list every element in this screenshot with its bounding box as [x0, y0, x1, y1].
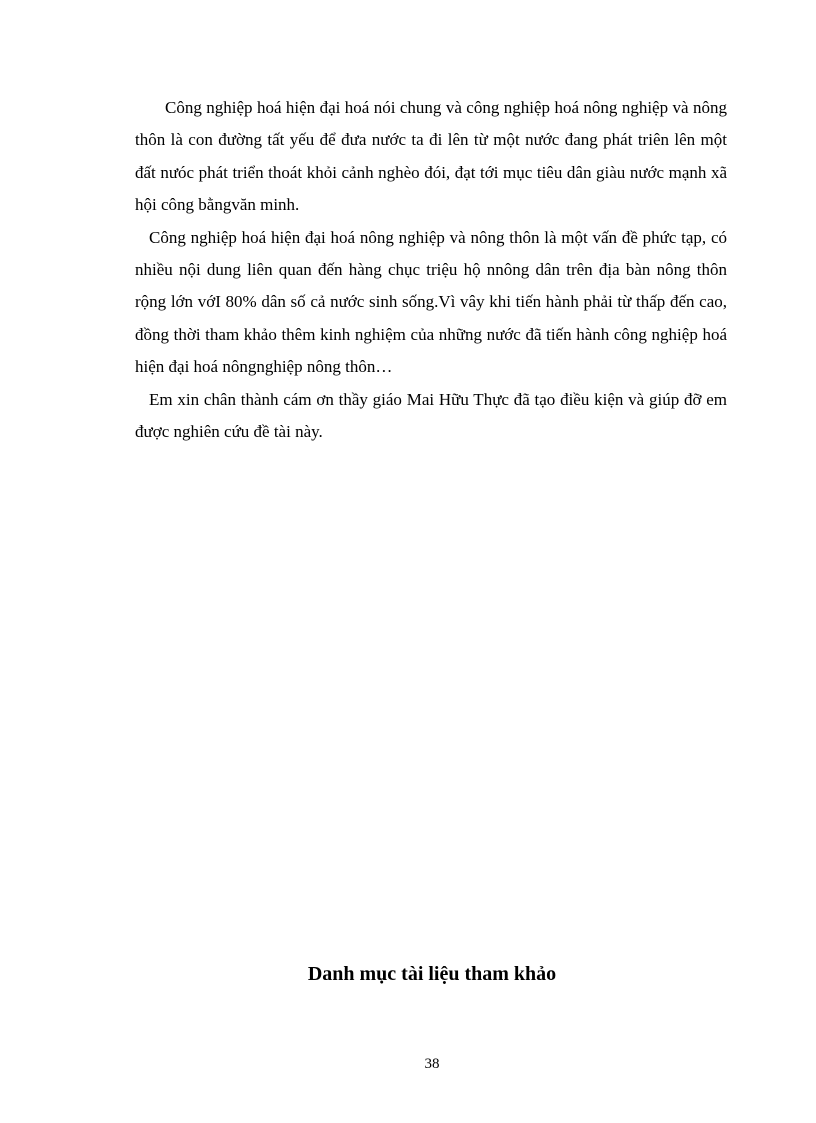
paragraph-conclusion-2: Công nghiệp hoá hiện đại hoá nông nghiệp và nông thôn là một vấn đề phức tạp, có nhiều nội dung liên quan đến hàng chục triệu hộ nnông dân trên địa bàn nông thôn rộng lớn vớI 80% dân số cả nước sinh sống.Vì vây khi tiến hành phải từ thấp đến cao, đồng thời tham khảo thêm kinh nghiệm của những nước đã tiến hành công nghiệp hoá hiện đại hoá nôngnghiệp nông thôn… [135, 227, 727, 377]
document-body [135, 92, 727, 448]
page-number: 38 [424, 1056, 440, 1072]
paragraph-acknowledgement: Em xin chân thành cám ơn thầy giáo Mai Hữu Thực đã tạo điều kiện và giúp đỡ em được nghiên cứu đề tài này. [135, 389, 727, 442]
paragraph-conclusion-1: Công nghiệp hoá hiện đại hoá nói chung và công nghiệp hoá nông nghiệp và nông thôn là con đường tất yếu để đưa nước ta đi lên từ một nước đang phát triên lên một đất nưóc phát triển thoát khỏi cảnh nghèo đói, đạt tới mục tiêu dân giàu nước mạnh xã hội công bằngvăn minh. [135, 98, 727, 215]
section-heading-references: Danh mục tài liệu tham khảo [307, 963, 557, 985]
